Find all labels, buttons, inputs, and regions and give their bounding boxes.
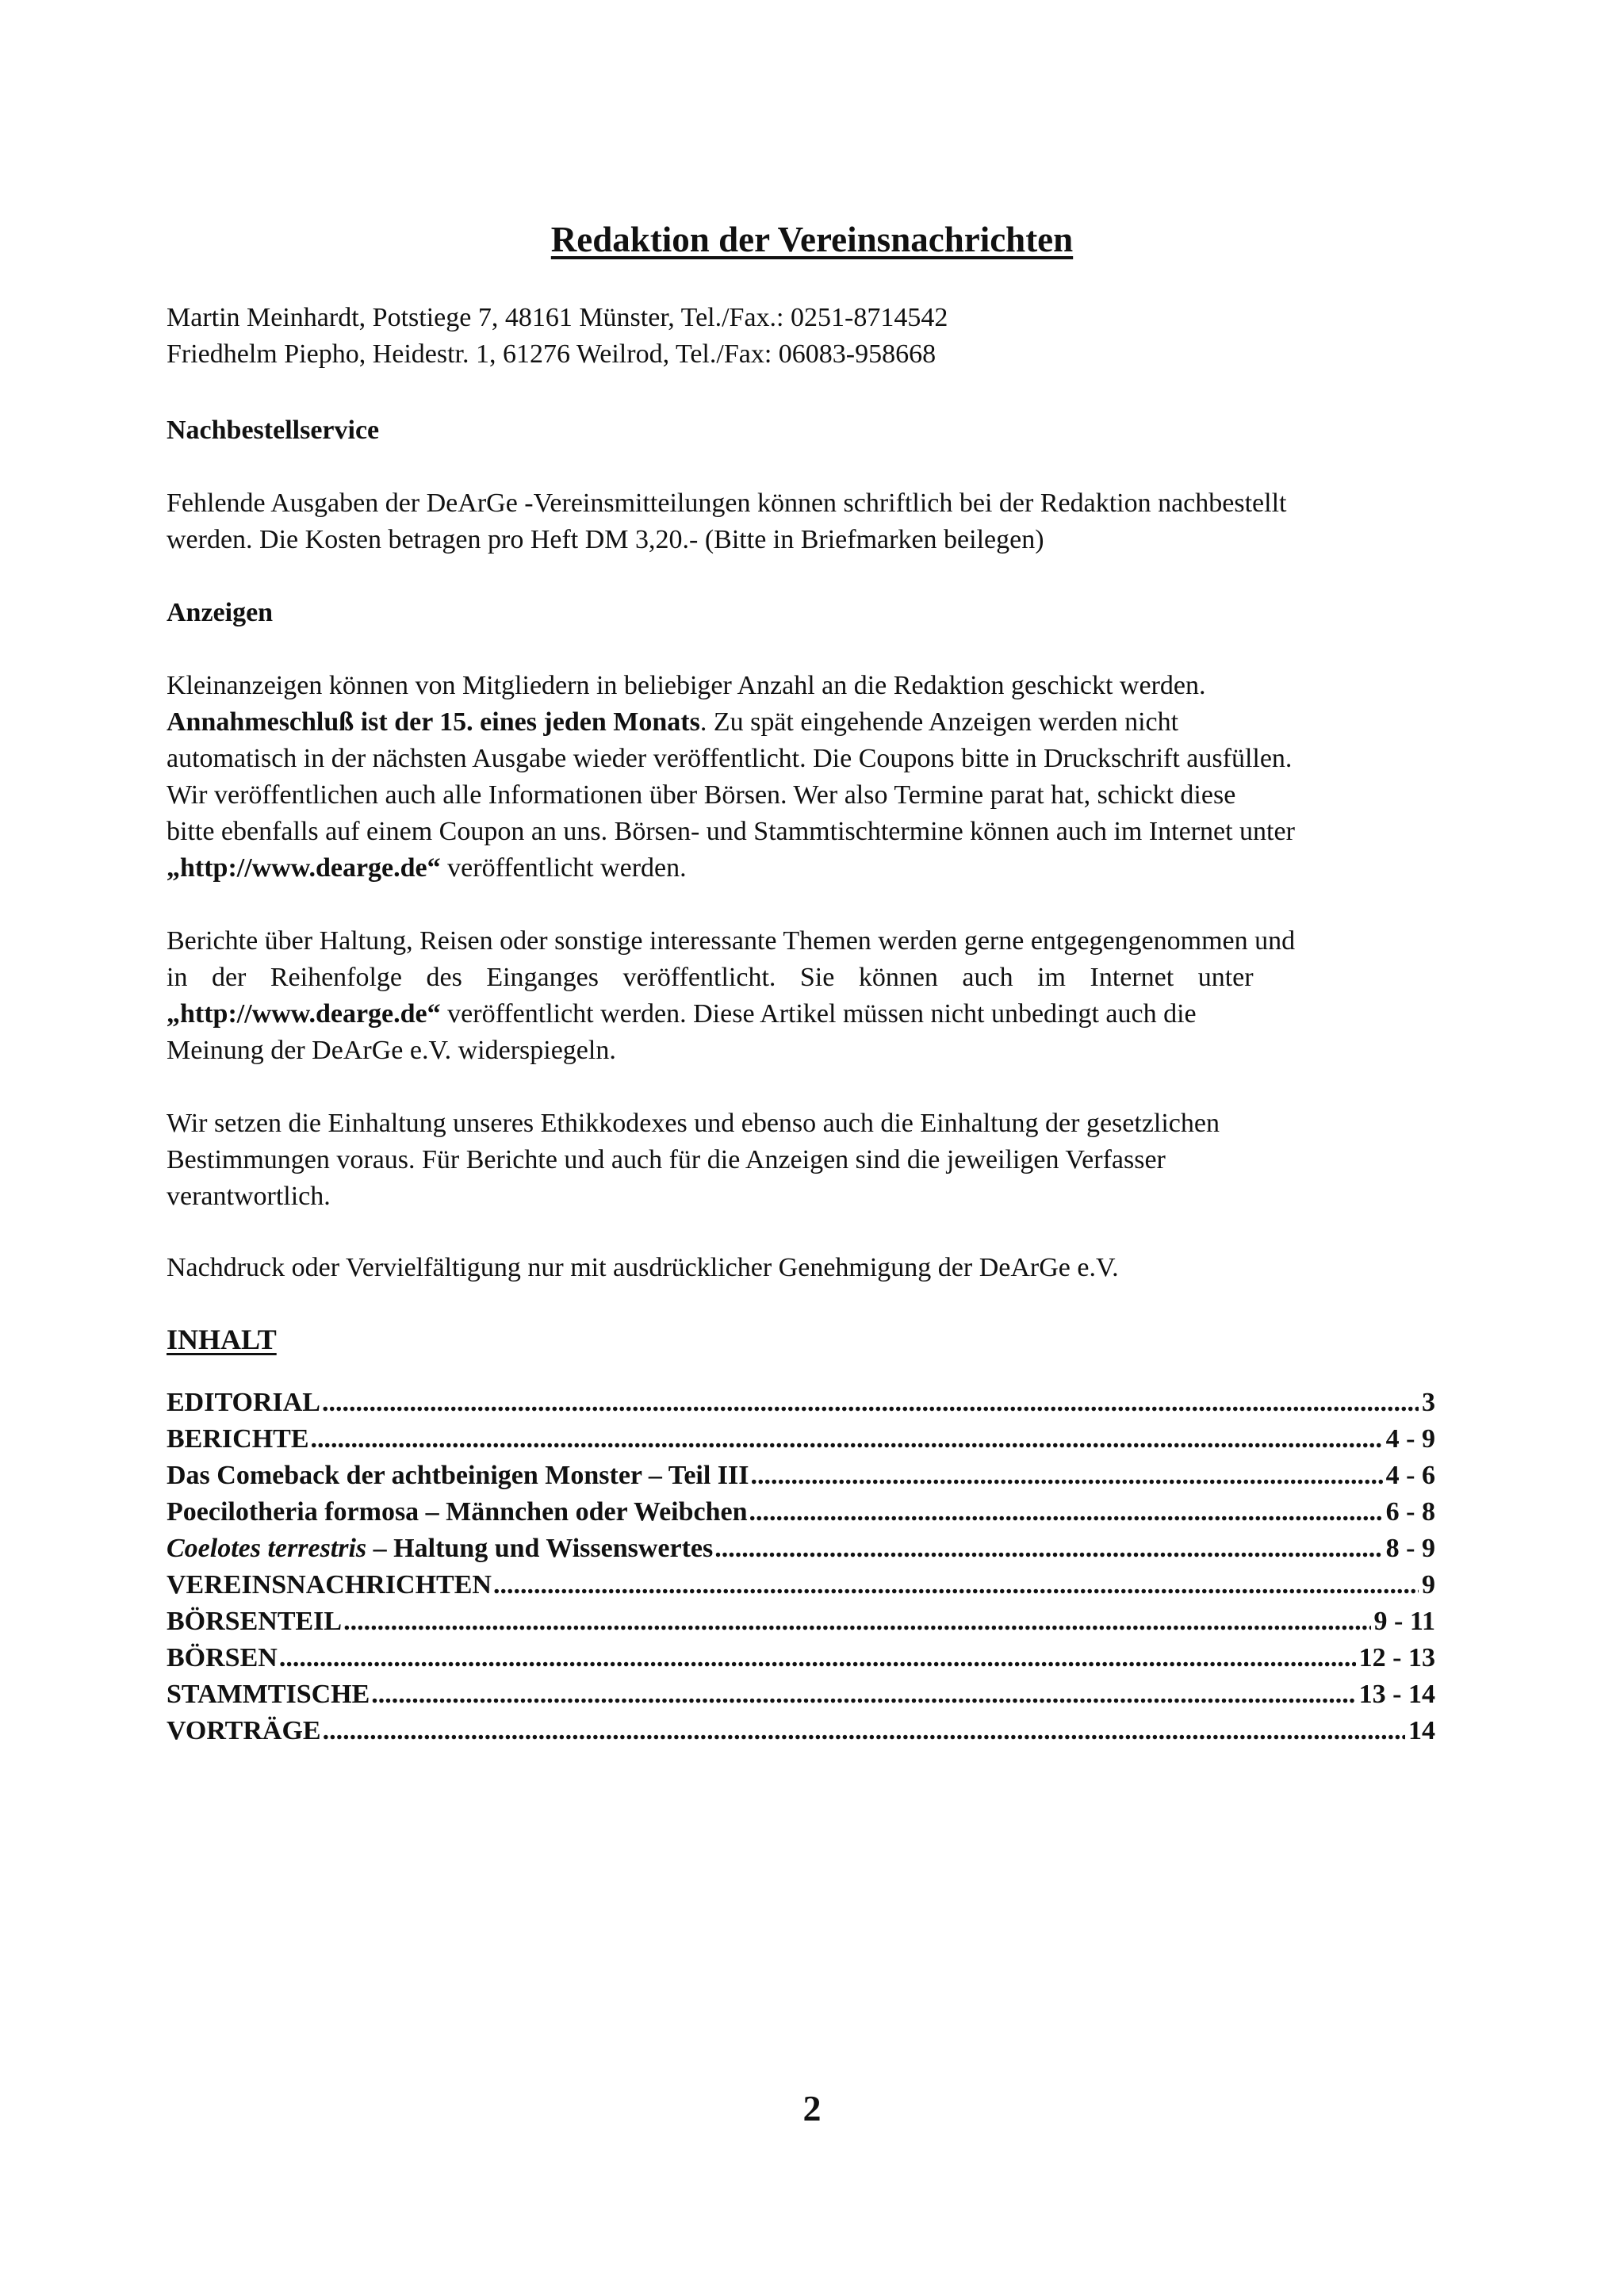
toc-entry-pages: 3 xyxy=(1422,1388,1435,1417)
toc-entry-pages: 6 - 8 xyxy=(1385,1497,1435,1527)
toc-entry xyxy=(167,1458,1435,1494)
toc-leader-dots xyxy=(343,1603,1370,1640)
toc-entry-title: STAMMTISCHE xyxy=(167,1680,370,1709)
berichte-paragraph xyxy=(167,923,1467,1069)
paragraph-text: veröffentlicht werden. Diese Artikel müssen nicht unbedingt auch die xyxy=(440,999,1197,1029)
contact-line: Friedhelm Piepho, Heidestr. 1, 61276 Weilrod, Tel./Fax: 06083-958668 xyxy=(167,339,936,369)
toc-leader-dots xyxy=(751,1458,1383,1494)
paragraph-line xyxy=(167,850,1467,887)
inhalt-heading: INHALT xyxy=(167,1324,277,1355)
paragraph-line xyxy=(167,996,1467,1033)
paragraph-text: veröffentlicht werden. xyxy=(440,853,687,883)
toc-leader-dots xyxy=(311,1421,1383,1458)
toc-entry-title xyxy=(167,1531,713,1567)
nachbestellservice-heading: Nachbestellservice xyxy=(167,416,380,445)
website-url: „http://www.dearge.de“ xyxy=(167,853,441,883)
anzeigen-heading: Anzeigen xyxy=(167,598,274,627)
toc-entry xyxy=(167,1640,1435,1676)
species-name: Coelotes terrestris xyxy=(167,1534,367,1563)
toc-entry-pages: 9 - 11 xyxy=(1373,1607,1435,1636)
paragraph-line: Wir veröffentlichen auch alle Informationen über Börsen. Wer also Termine parat hat, schickt diese xyxy=(167,780,1236,810)
toc-entry-pages: 4 - 6 xyxy=(1385,1461,1435,1490)
toc-leader-dots xyxy=(493,1567,1419,1603)
toc-entry-pages: 13 - 14 xyxy=(1358,1680,1435,1709)
paragraph-line: Fehlende Ausgaben der DeArGe -Vereinsmitteilungen können schriftlich bei der Redaktion nachbestellt xyxy=(167,489,1287,518)
toc-entry-pages: 8 - 9 xyxy=(1385,1534,1435,1563)
contact-line: Martin Meinhardt, Potstiege 7, 48161 Münster, Tel./Fax.: 0251-8714542 xyxy=(167,303,948,332)
toc-entry xyxy=(167,1531,1435,1567)
paragraph-line: verantwortlich. xyxy=(167,1182,331,1211)
toc-entry xyxy=(167,1421,1435,1458)
paragraph-line: Berichte über Haltung, Reisen oder sonstige interessante Themen werden gerne entgegengenommen und xyxy=(167,926,1296,956)
editor-contacts xyxy=(167,300,1467,373)
nachdruck-paragraph: Nachdruck oder Vervielfältigung nur mit ausdrücklicher Genehmigung der DeArGe e.V. xyxy=(167,1253,1119,1282)
toc-leader-dots xyxy=(279,1640,1356,1676)
toc-entry-title: Poecilotheria formosa – Männchen oder Weibchen xyxy=(167,1497,748,1527)
page-title: Redaktion der Vereinsnachrichten xyxy=(550,220,1074,259)
paragraph-line: Bestimmungen voraus. Für Berichte und auch für die Anzeigen sind die jeweiligen Verfasser xyxy=(167,1145,1166,1174)
toc-entry-pages: 4 - 9 xyxy=(1385,1424,1435,1454)
paragraph-line: automatisch in der nächsten Ausgabe wieder veröffentlicht. Die Coupons bitte in Druckschrift ausfüllen. xyxy=(167,744,1293,773)
anzeigen-paragraph xyxy=(167,668,1467,887)
toc-leader-dots xyxy=(323,1713,1405,1749)
deadline-text: Annahmeschluß ist der 15. eines jeden Monats xyxy=(167,707,700,737)
toc-entry-pages: 14 xyxy=(1408,1716,1435,1745)
toc-entry-pages: 9 xyxy=(1422,1570,1435,1600)
toc-entry-title: BÖRSENTEIL xyxy=(167,1607,343,1636)
paragraph-line: bitte ebenfalls auf einem Coupon an uns. Börsen- und Stammtischtermine können auch im Internet unter xyxy=(167,817,1295,846)
toc-leader-dots xyxy=(322,1385,1419,1421)
toc-entry-title: BERICHTE xyxy=(167,1424,309,1454)
toc-leader-dots xyxy=(714,1531,1382,1567)
toc-entry xyxy=(167,1494,1435,1531)
toc-entry xyxy=(167,1385,1435,1421)
toc-entry-pages: 12 - 13 xyxy=(1358,1643,1435,1672)
paragraph-line: werden. Die Kosten betragen pro Heft DM 3,20.- (Bitte in Briefmarken beilegen) xyxy=(167,525,1044,554)
paragraph-line: Meinung der DeArGe e.V. widerspiegeln. xyxy=(167,1036,616,1065)
page-number: 2 xyxy=(802,2088,822,2128)
toc-leader-dots xyxy=(749,1494,1383,1531)
table-of-contents xyxy=(167,1385,1435,1749)
website-url: „http://www.dearge.de“ xyxy=(167,999,441,1029)
paragraph-text: . Zu spät eingehende Anzeigen werden nicht xyxy=(699,707,1179,737)
paragraph-line: in der Reihenfolge des Einganges veröffentlicht. Sie können auch im Internet unter xyxy=(167,963,1254,992)
toc-entry-title: Das Comeback der achtbeinigen Monster – Teil III xyxy=(167,1461,749,1490)
paragraph-line: Kleinanzeigen können von Mitgliedern in beliebiger Anzahl an die Redaktion geschickt werden. xyxy=(167,671,1206,700)
toc-entry-title: EDITORIAL xyxy=(167,1388,320,1417)
toc-entry xyxy=(167,1567,1435,1603)
ethik-paragraph xyxy=(167,1105,1467,1215)
toc-entry xyxy=(167,1603,1435,1640)
toc-entry-title: BÖRSEN xyxy=(167,1643,278,1672)
nachbestellservice-paragraph xyxy=(167,485,1467,558)
toc-entry xyxy=(167,1713,1435,1749)
toc-entry xyxy=(167,1676,1435,1713)
toc-entry-title: VEREINSNACHRICHTEN xyxy=(167,1570,492,1600)
toc-entry-title: VORTRÄGE xyxy=(167,1716,321,1745)
toc-entry-title-rest: – Haltung und Wissenswertes xyxy=(366,1534,714,1563)
toc-leader-dots xyxy=(371,1676,1355,1713)
paragraph-line: Wir setzen die Einhaltung unseres Ethikkodexes und ebenso auch die Einhaltung der gesetzlichen xyxy=(167,1109,1220,1138)
paragraph-line xyxy=(167,704,1467,741)
